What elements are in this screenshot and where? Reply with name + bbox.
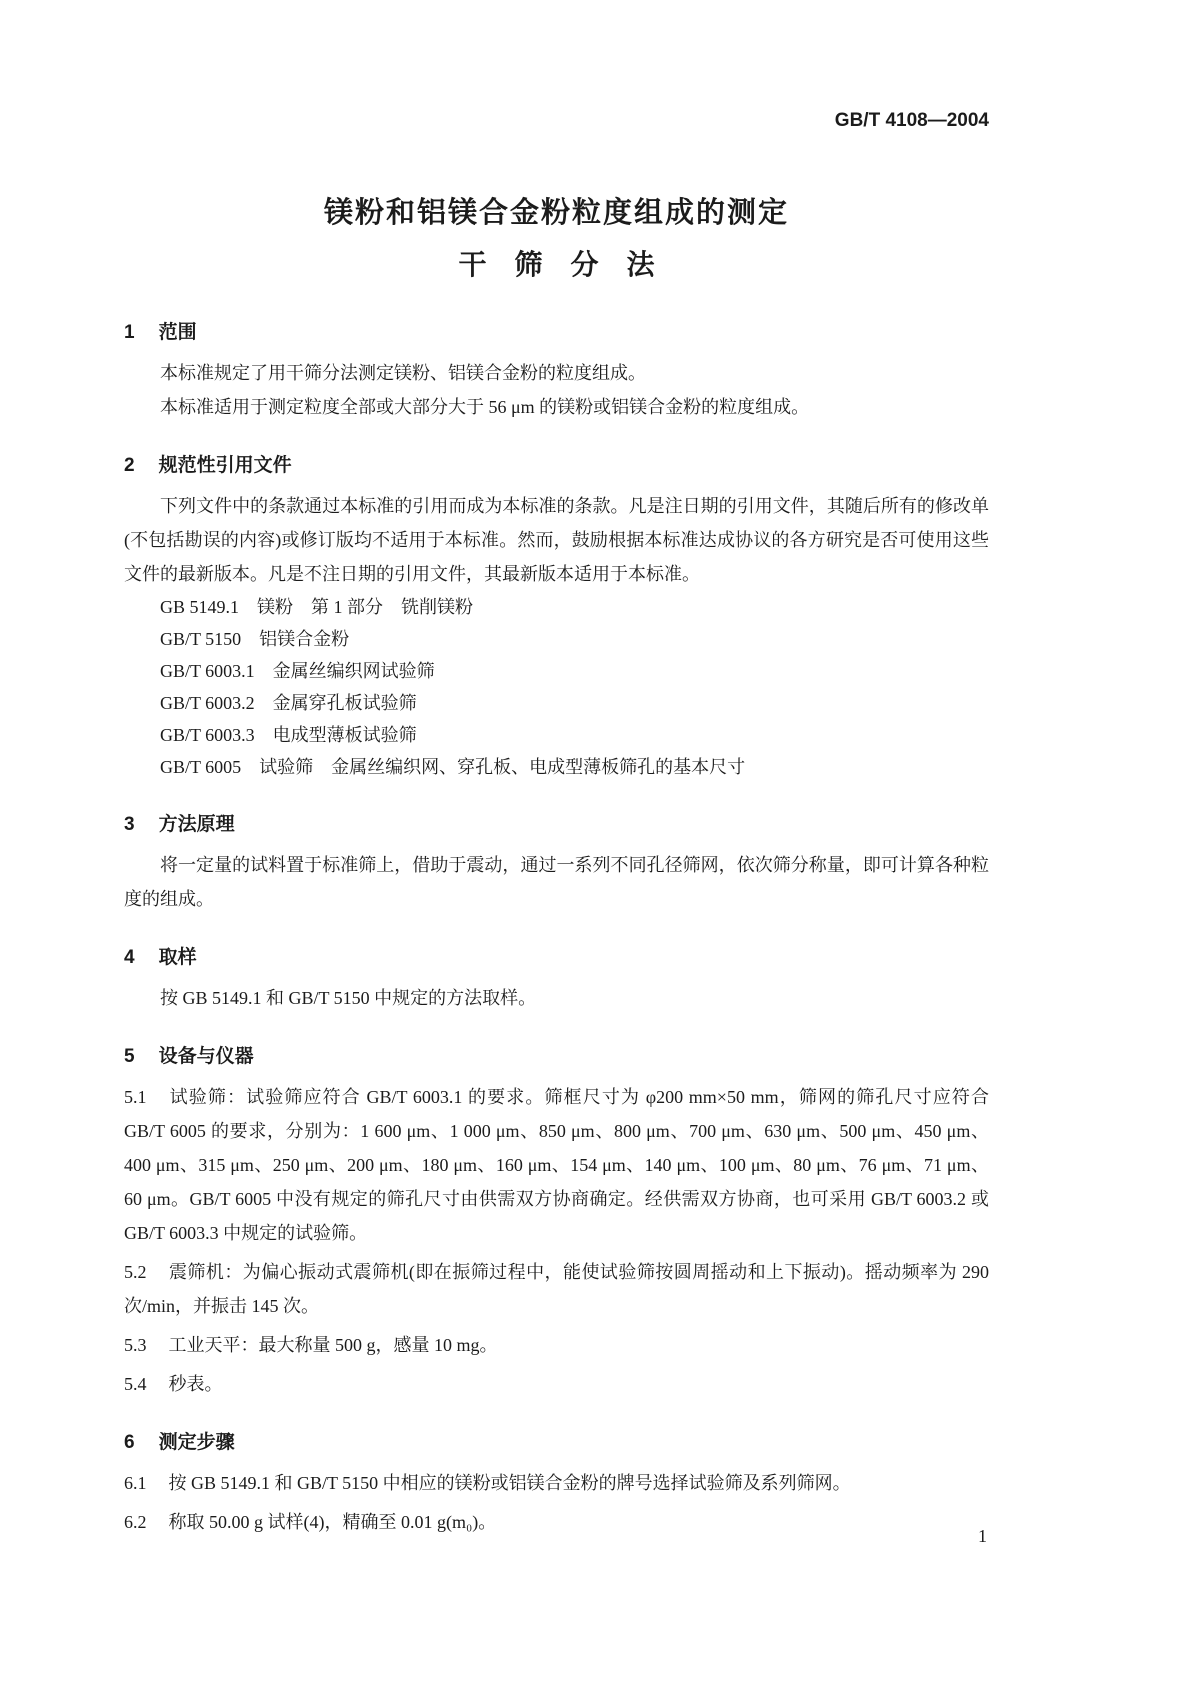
paragraph: 按 GB 5149.1 和 GB/T 5150 中规定的方法取样。	[160, 988, 537, 1008]
paragraph: 本标准适用于测定粒度全部或大部分大于 56 μm 的镁粉或铝镁合金粉的粒度组成。	[160, 397, 810, 417]
section-number: 5	[124, 1046, 135, 1067]
document-title: 镁粉和铝镁合金粉粒度组成的测定	[323, 197, 789, 229]
reference-item: GB/T 6003.3 电成型薄板试验筛	[160, 725, 417, 745]
section-number: 2	[124, 455, 135, 476]
section-title: 规范性引用文件	[158, 455, 292, 476]
section-number: 4	[124, 947, 135, 968]
clause-text: 称取 50.00 g 试样(4)，精确至 0.01 g(m₀)。	[168, 1512, 497, 1532]
clause-item	[124, 1367, 989, 1401]
clause-text: 试验筛：试验筛应符合 GB/T 6003.1 的要求。筛框尺寸为 φ200 mm×50 mm，筛网的筛孔尺寸应符合 GB/T 6005 的要求，分别为：1 600 μm、1 000 μm、850 μm、800 μm、700 μm、630 μm、500 μm、450 μm、400 μm、315 μm、250 μm、200 μm、180 μm、160 μm、154 μm、140 μm、100 μm、80 μm、76 μm、71 μm、60 μm。GB/T 6005 中没有规定的筛孔尺寸由供需双方协商确定。经供需双方协商，也可采用 GB/T 6003.2 或 GB/T 6003.3 中规定的试验筛。	[124, 1087, 989, 1243]
section-title: 方法原理	[158, 814, 235, 835]
section-heading	[124, 317, 989, 344]
clause-text: 按 GB 5149.1 和 GB/T 5150 中相应的镁粉或铝镁合金粉的牌号选择试验筛及系列筛网。	[168, 1473, 851, 1493]
clause-number: 5.3	[124, 1335, 147, 1355]
reference-item: GB 5149.1 镁粉 第 1 部分 铣削镁粉	[160, 597, 474, 617]
clause-item	[124, 1466, 989, 1500]
section-heading	[124, 1041, 989, 1068]
clause-text: 工业天平：最大称量 500 g，感量 10 mg。	[168, 1335, 498, 1355]
section-heading	[124, 809, 989, 836]
clause-number: 5.1	[124, 1087, 147, 1107]
paragraph: 下列文件中的条款通过本标准的引用而成为本标准的条款。凡是注日期的引用文件，其随后所有的修改单(不包括勘误的内容)或修订版均不适用于本标准。然而，鼓励根据本标准达成协议的各方研究是否可使用这些文件的最新版本。凡是不注日期的引用文件，其最新版本适用于本标准。	[124, 496, 989, 584]
reference-item: GB/T 5150 铝镁合金粉	[160, 629, 350, 649]
page-number: 1	[978, 1526, 987, 1546]
document-subtitle: 干 筛 分 法	[458, 249, 655, 280]
section-title: 设备与仪器	[158, 1046, 254, 1067]
clause-item	[124, 1255, 989, 1323]
section-number: 3	[124, 814, 135, 835]
clause-item	[124, 1328, 989, 1362]
reference-item: GB/T 6003.1 金属丝编织网试验筛	[160, 661, 435, 681]
section-equipment	[124, 1041, 989, 1401]
section-normative-references	[124, 450, 989, 783]
clause-number: 6.2	[124, 1512, 147, 1532]
section-title: 范围	[158, 322, 197, 343]
section-title: 取样	[158, 947, 197, 968]
clause-item	[124, 1080, 989, 1250]
standard-number: GB/T 4108—2004	[834, 110, 989, 131]
section-number: 6	[124, 1432, 135, 1453]
reference-item: GB/T 6005 试验筛 金属丝编织网、穿孔板、电成型薄板筛孔的基本尺寸	[160, 757, 746, 777]
paragraph: 本标准规定了用干筛分法测定镁粉、铝镁合金粉的粒度组成。	[160, 363, 646, 383]
clause-number: 5.2	[124, 1262, 147, 1282]
clause-text: 震筛机：为偏心振动式震筛机(即在振筛过程中，能使试验筛按圆周摇动和上下振动)。摇动频率为 290 次/min，并振击 145 次。	[124, 1262, 989, 1316]
paragraph: 将一定量的试料置于标准筛上，借助于震动，通过一系列不同孔径筛网，依次筛分称量，即可计算各种粒度的组成。	[124, 855, 989, 909]
reference-item: GB/T 6003.2 金属穿孔板试验筛	[160, 693, 417, 713]
section-heading	[124, 942, 989, 969]
clause-number: 5.4	[124, 1374, 147, 1394]
clause-number: 6.1	[124, 1473, 147, 1493]
section-method-principle	[124, 809, 989, 916]
clause-item	[124, 1505, 989, 1539]
section-procedure	[124, 1427, 989, 1539]
section-heading	[124, 1427, 989, 1454]
section-heading	[124, 450, 989, 477]
clause-text: 秒表。	[168, 1374, 223, 1394]
section-number: 1	[124, 322, 135, 343]
section-scope	[124, 317, 989, 424]
section-sampling	[124, 942, 989, 1015]
section-title: 测定步骤	[158, 1432, 235, 1453]
